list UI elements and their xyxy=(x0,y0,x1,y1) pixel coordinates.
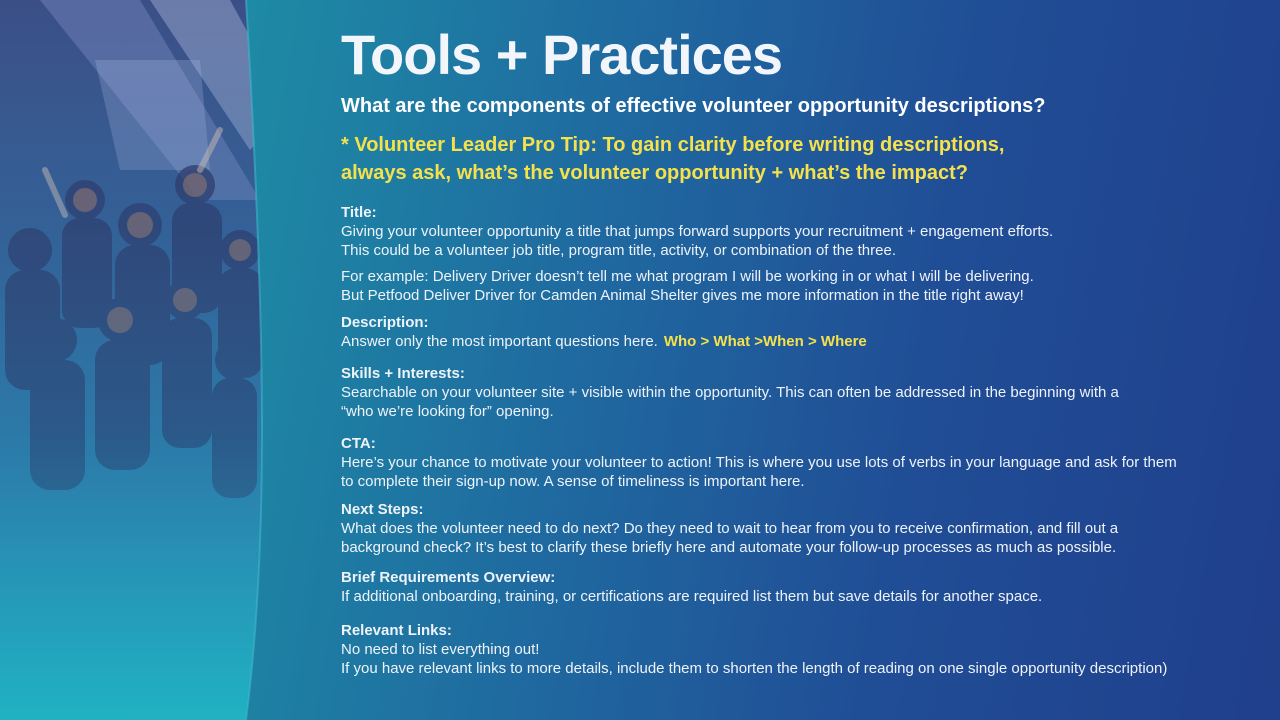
section-text: If additional onboarding, training, or certifications are required list them but save details for another space. xyxy=(341,588,1043,605)
pro-tip-line-2: always ask, what’s the volunteer opportunity + what’s the impact? xyxy=(341,162,968,184)
description-text: Answer only the most important questions here. xyxy=(341,333,658,350)
section-next-steps xyxy=(341,500,1261,557)
section-text: But Petfood Deliver Driver for Camden Animal Shelter gives me more information in the title right away! xyxy=(341,287,1024,304)
section-heading: CTA: xyxy=(341,435,376,452)
section-title xyxy=(341,203,1261,305)
panel-curve-divider xyxy=(0,0,300,720)
section-text: What does the volunteer need to do next? Do they need to wait to hear from you to receive confirmation, and fill out a xyxy=(341,520,1119,537)
slide-subtitle: What are the components of effective volunteer opportunity descriptions? xyxy=(341,95,1046,117)
section-text: If you have relevant links to more details, include them to shorten the length of reading on one single opportunity description) xyxy=(341,660,1168,677)
section-heading: Relevant Links: xyxy=(341,622,452,639)
section-skills-interests xyxy=(341,364,1261,421)
section-text: Giving your volunteer opportunity a title that jumps forward supports your recruitment + engagement efforts. xyxy=(341,223,1054,240)
section-text: For example: Delivery Driver doesn’t tell me what program I will be working in or what I will be delivering. xyxy=(341,268,1034,285)
section-text: “who we’re looking for” opening. xyxy=(341,403,554,420)
section-text: background check? It’s best to clarify these briefly here and automate your follow-up processes as much as possible. xyxy=(341,539,1117,556)
section-relevant-links xyxy=(341,621,1261,678)
section-cta xyxy=(341,434,1261,491)
who-what-when-where-highlight: Who > What >When > Where xyxy=(663,333,867,350)
section-heading: Title: xyxy=(341,204,377,221)
pro-tip xyxy=(341,131,1101,187)
slide-title: Tools + Practices xyxy=(341,23,783,86)
section-requirements xyxy=(341,568,1261,606)
section-heading: Description: xyxy=(341,314,429,331)
section-text xyxy=(341,332,1261,351)
section-text: to complete their sign-up now. A sense of timeliness is important here. xyxy=(341,473,805,490)
section-text: No need to list everything out! xyxy=(341,641,540,658)
section-heading: Next Steps: xyxy=(341,501,424,518)
section-heading: Brief Requirements Overview: xyxy=(341,569,556,586)
section-description xyxy=(341,313,1261,351)
section-text: This could be a volunteer job title, program title, activity, or combination of the three. xyxy=(341,242,896,259)
section-heading: Skills + Interests: xyxy=(341,365,465,382)
section-text: Searchable on your volunteer site + visible within the opportunity. This can often be addressed in the beginning with a xyxy=(341,384,1119,401)
pro-tip-line-1: * Volunteer Leader Pro Tip: To gain clarity before writing descriptions, xyxy=(341,134,1005,156)
section-text: Here’s your chance to motivate your volunteer to action! This is where you use lots of verbs in your language and ask for them xyxy=(341,454,1177,471)
